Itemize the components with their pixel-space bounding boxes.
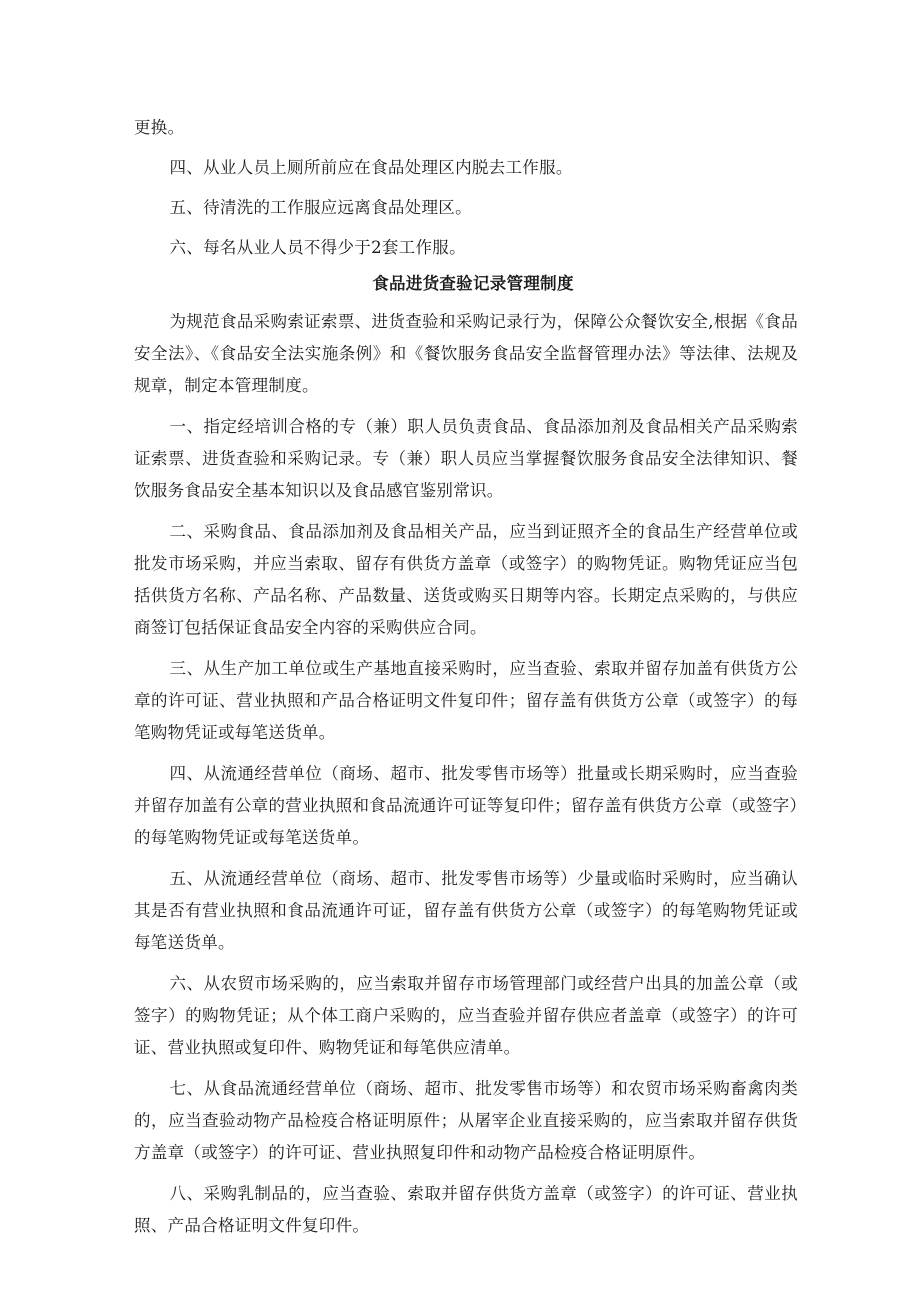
continuation-text: 更换。: [134, 118, 185, 137]
clause-item: 六、从农贸市场采购的，应当索取并留存市场管理部门或经营户出具的加盖公章（或签字）的购物凭证；从个体工商户采购的，应当查验并留存供应者盖章（或签字）的许可证、营业执照或复印件、购物凭证和每笔供应清单。: [134, 974, 798, 1057]
intro-paragraph: 为规范食品采购索证索票、进货查验和采购记录行为，保障公众餐饮安全,根据《食品安全法》、《食品安全法实施条例》和《餐饮服务食品安全监督管理办法》等法律、法规及规章，制定本管理制度。: [134, 312, 798, 395]
clause-item: 三、从生产加工单位或生产基地直接采购时，应当查验、索取并留存加盖有供货方公章的许可证、营业执照和产品合格证明文件复印件；留存盖有供货方公章（或签字）的每笔购物凭证或每笔送货单。: [134, 659, 798, 742]
clause-item: 四、从流通经营单位（商场、超市、批发零售市场等）批量或长期采购时，应当查验并留存加盖有公章的营业执照和食品流通许可证等复印件；留存盖有供货方公章（或签字）的每笔购物凭证或每笔送货单。: [134, 764, 798, 847]
clause-item: 六、每名从业人员不得少于2套工作服。: [169, 238, 466, 257]
clause-item: 四、从业人员上厕所前应在食品处理区内脱去工作服。: [169, 158, 573, 177]
clause-item: 八、采购乳制品的，应当查验、索取并留存供货方盖章（或签字）的许可证、营业执照、产品合格证明文件复印件。: [134, 1184, 798, 1235]
clause-item: 一、指定经培训合格的专（兼）职人员负责食品、食品添加剂及食品相关产品采购索证索票、进货查验和采购记录。专（兼）职人员应当掌握餐饮服务食品安全法律知识、餐饮服务食品安全基本知识以及食品感官鉴别常识。: [134, 417, 798, 500]
document-title: 食品进货查验记录管理制度: [372, 274, 574, 293]
document-page: [134, 112, 798, 1242]
clause-item: 五、待清洗的工作服应远离食品处理区。: [169, 198, 472, 217]
clause-item: 五、从流通经营单位（商场、超市、批发零售市场等）少量或临时采购时，应当确认其是否有营业执照和食品流通许可证，留存盖有供货方公章（或签字）的每笔购物凭证或每笔送货单。: [134, 869, 798, 952]
clause-item: 七、从食品流通经营单位（商场、超市、批发零售市场等）和农贸市场采购畜禽肉类的，应当查验动物产品检疫合格证明原件；从屠宰企业直接采购的，应当索取并留存供货方盖章（或签字）的许可证、营业执照复印件和动物产品检疫合格证明原件。: [134, 1079, 798, 1162]
clause-item: 二、采购食品、食品添加剂及食品相关产品，应当到证照齐全的食品生产经营单位或批发市场采购，并应当索取、留存有供货方盖章（或签字）的购物凭证。购物凭证应当包括供货方名称、产品名称、产品数量、送货或购买日期等内容。长期定点采购的，与供应商签订包括保证食品安全内容的采购供应合同。: [134, 522, 798, 637]
